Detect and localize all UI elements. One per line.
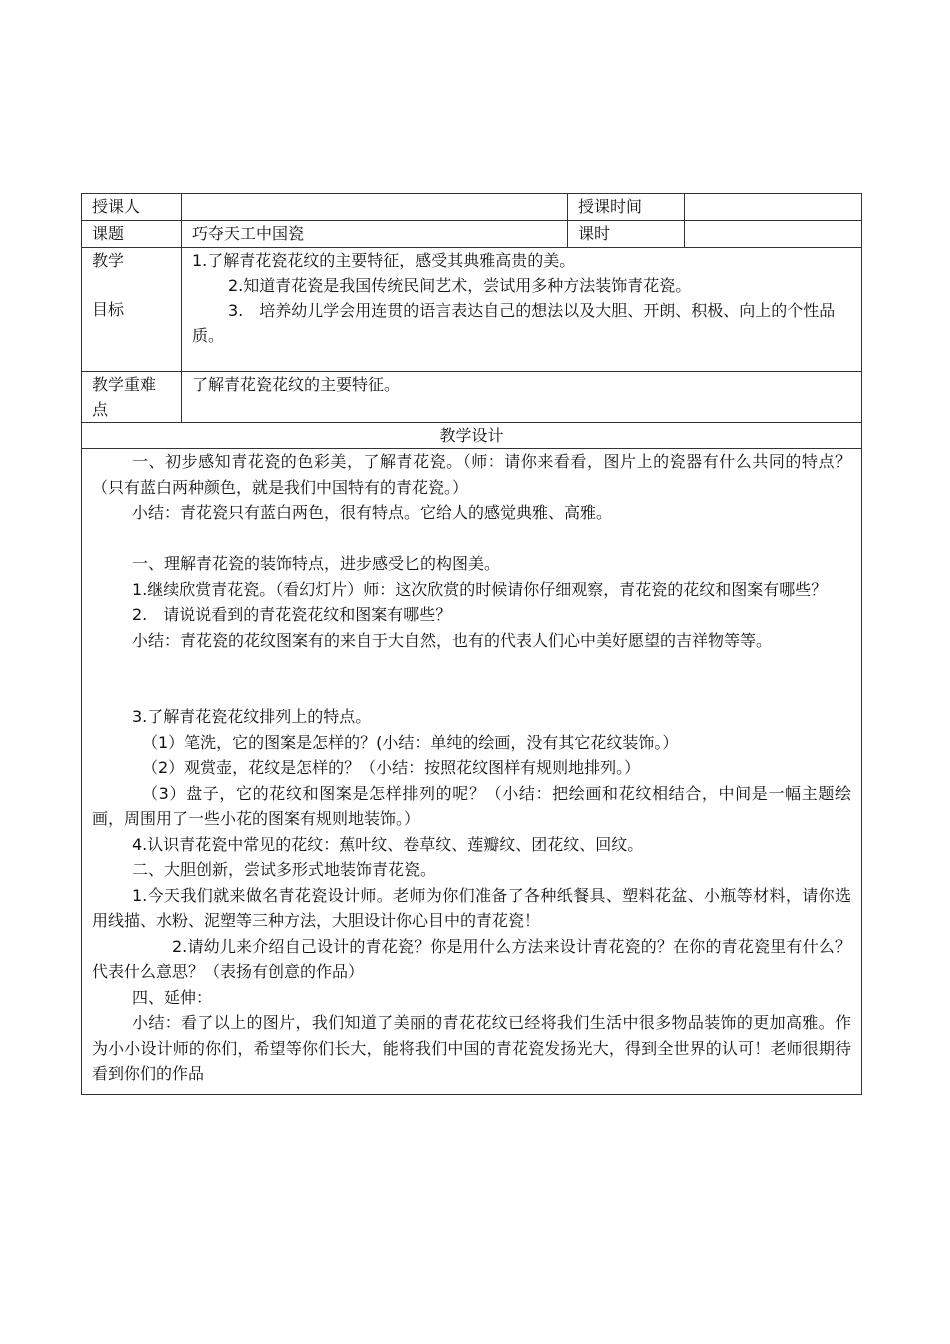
design-paragraph: 二、大胆创新，尝试多形式地装饰青花瓷。 <box>132 860 437 879</box>
design-paragraph: 小结：青花瓷的花纹图案有的来自于大自然，也有的代表人们心中美好愿望的吉祥物等等。 <box>132 630 773 650</box>
topic-value: 巧夺天工中国瓷 <box>182 221 568 248</box>
key-points-row <box>82 372 862 423</box>
key-points-value: 了解青花瓷花纹的主要特征。 <box>182 372 862 423</box>
goals-row <box>82 248 862 372</box>
design-paragraph: 一、初步感知青花瓷的色彩美，了解青花瓷。（师：请你来看看，图片上的瓷器有什么共同的特点？（只有蓝白两种颜色，就是我们中国特有的青花瓷。） <box>92 452 851 497</box>
design-title-row <box>82 423 862 449</box>
design-body-row <box>82 449 862 1095</box>
time-label: 授课时间 <box>568 194 685 221</box>
teacher-label: 授课人 <box>82 194 182 221</box>
design-paragraph: （1）笔洗，它的图案是怎样的？(小结：单纯的绘画，没有其它花纹装饰。） <box>142 732 679 752</box>
design-paragraph: 2. 请说说看到的青花瓷花纹和图案有哪些？ <box>132 605 452 624</box>
goal-item-1: 1.了解青花瓷花纹的主要特征，感受其典雅高贵的美。 <box>192 251 576 270</box>
goals-content <box>182 248 862 372</box>
teacher-row <box>82 194 862 221</box>
lesson-plan-table <box>81 193 862 1095</box>
design-paragraph: 一、理解青花瓷的装饰特点，进步感受匕的构图美。 <box>132 554 501 573</box>
design-paragraph: 4.认识青花瓷中常见的花纹：蕉叶纹、卷草纹、莲瓣纹、团花纹、回纹。 <box>132 834 644 854</box>
design-paragraph: （3）盘子，它的花纹和图案是怎样排列的呢？（小结：把绘画和花纹相结合，中间是一幅主题绘画，周围用了一些小花的图案有规则地装饰。） <box>92 783 851 828</box>
goals-label-line2: 目标 <box>92 300 125 319</box>
period-value <box>685 221 862 248</box>
design-paragraph: 四、延伸： <box>132 987 213 1007</box>
design-paragraph: 2.请幼儿来介绍自己设计的青花瓷？你是用什么方法来设计青花瓷的？在你的青花瓷里有什么？代表什么意思？（表扬有创意的作品） <box>92 936 851 981</box>
period-label: 课时 <box>568 221 685 248</box>
design-paragraph: （2）观赏壶，花纹是怎样的？（小结：按照花纹图样有规则地排列。） <box>142 758 641 777</box>
design-paragraph: 小结：看了以上的图片，我们知道了美丽的青花花纹已经将我们生活中很多物品装饰的更加高雅。作为小小设计师的你们，希望等你们长大，能将我们中国的青花瓷发扬光大，得到全世界的认可！老师很期待看到你们的作品 <box>92 1013 851 1083</box>
teacher-value <box>182 194 568 221</box>
time-value <box>685 194 862 221</box>
goal-item-3: 3. 培养幼儿学会用连贯的语言表达自己的想法以及大胆、开朗、积极、向上的个性品质。 <box>192 301 836 345</box>
design-paragraph: 1.继续欣赏青花瓷。（看幻灯片）师：这次欣赏的时候请你仔细观察，青花瓷的花纹和图案有哪些？ <box>132 579 828 599</box>
design-paragraph: 3.了解青花瓷花纹排列上的特点。 <box>132 707 372 726</box>
topic-row <box>82 221 862 248</box>
design-paragraph: 1.今天我们就来做名青花瓷设计师。老师为你们准备了各种纸餐具、塑料花盆、小瓶等材料，请你选用线描、水粉、泥塑等三种方法，大胆设计你心目中的青花瓷！ <box>92 885 851 930</box>
design-body <box>82 449 862 1095</box>
goals-label <box>82 248 182 372</box>
goals-label-line1: 教学 <box>92 251 125 270</box>
design-paragraph: 小结：青花瓷只有蓝白两色，很有特点。它给人的感觉典雅、高雅。 <box>132 503 613 522</box>
goal-item-2: 2.知道青花瓷是我国传统民间艺术，尝试用多种方法装饰青花瓷。 <box>228 276 692 295</box>
design-title: 教学设计 <box>82 423 862 449</box>
topic-label: 课题 <box>82 221 182 248</box>
key-points-label: 教学重难点 <box>82 372 182 423</box>
